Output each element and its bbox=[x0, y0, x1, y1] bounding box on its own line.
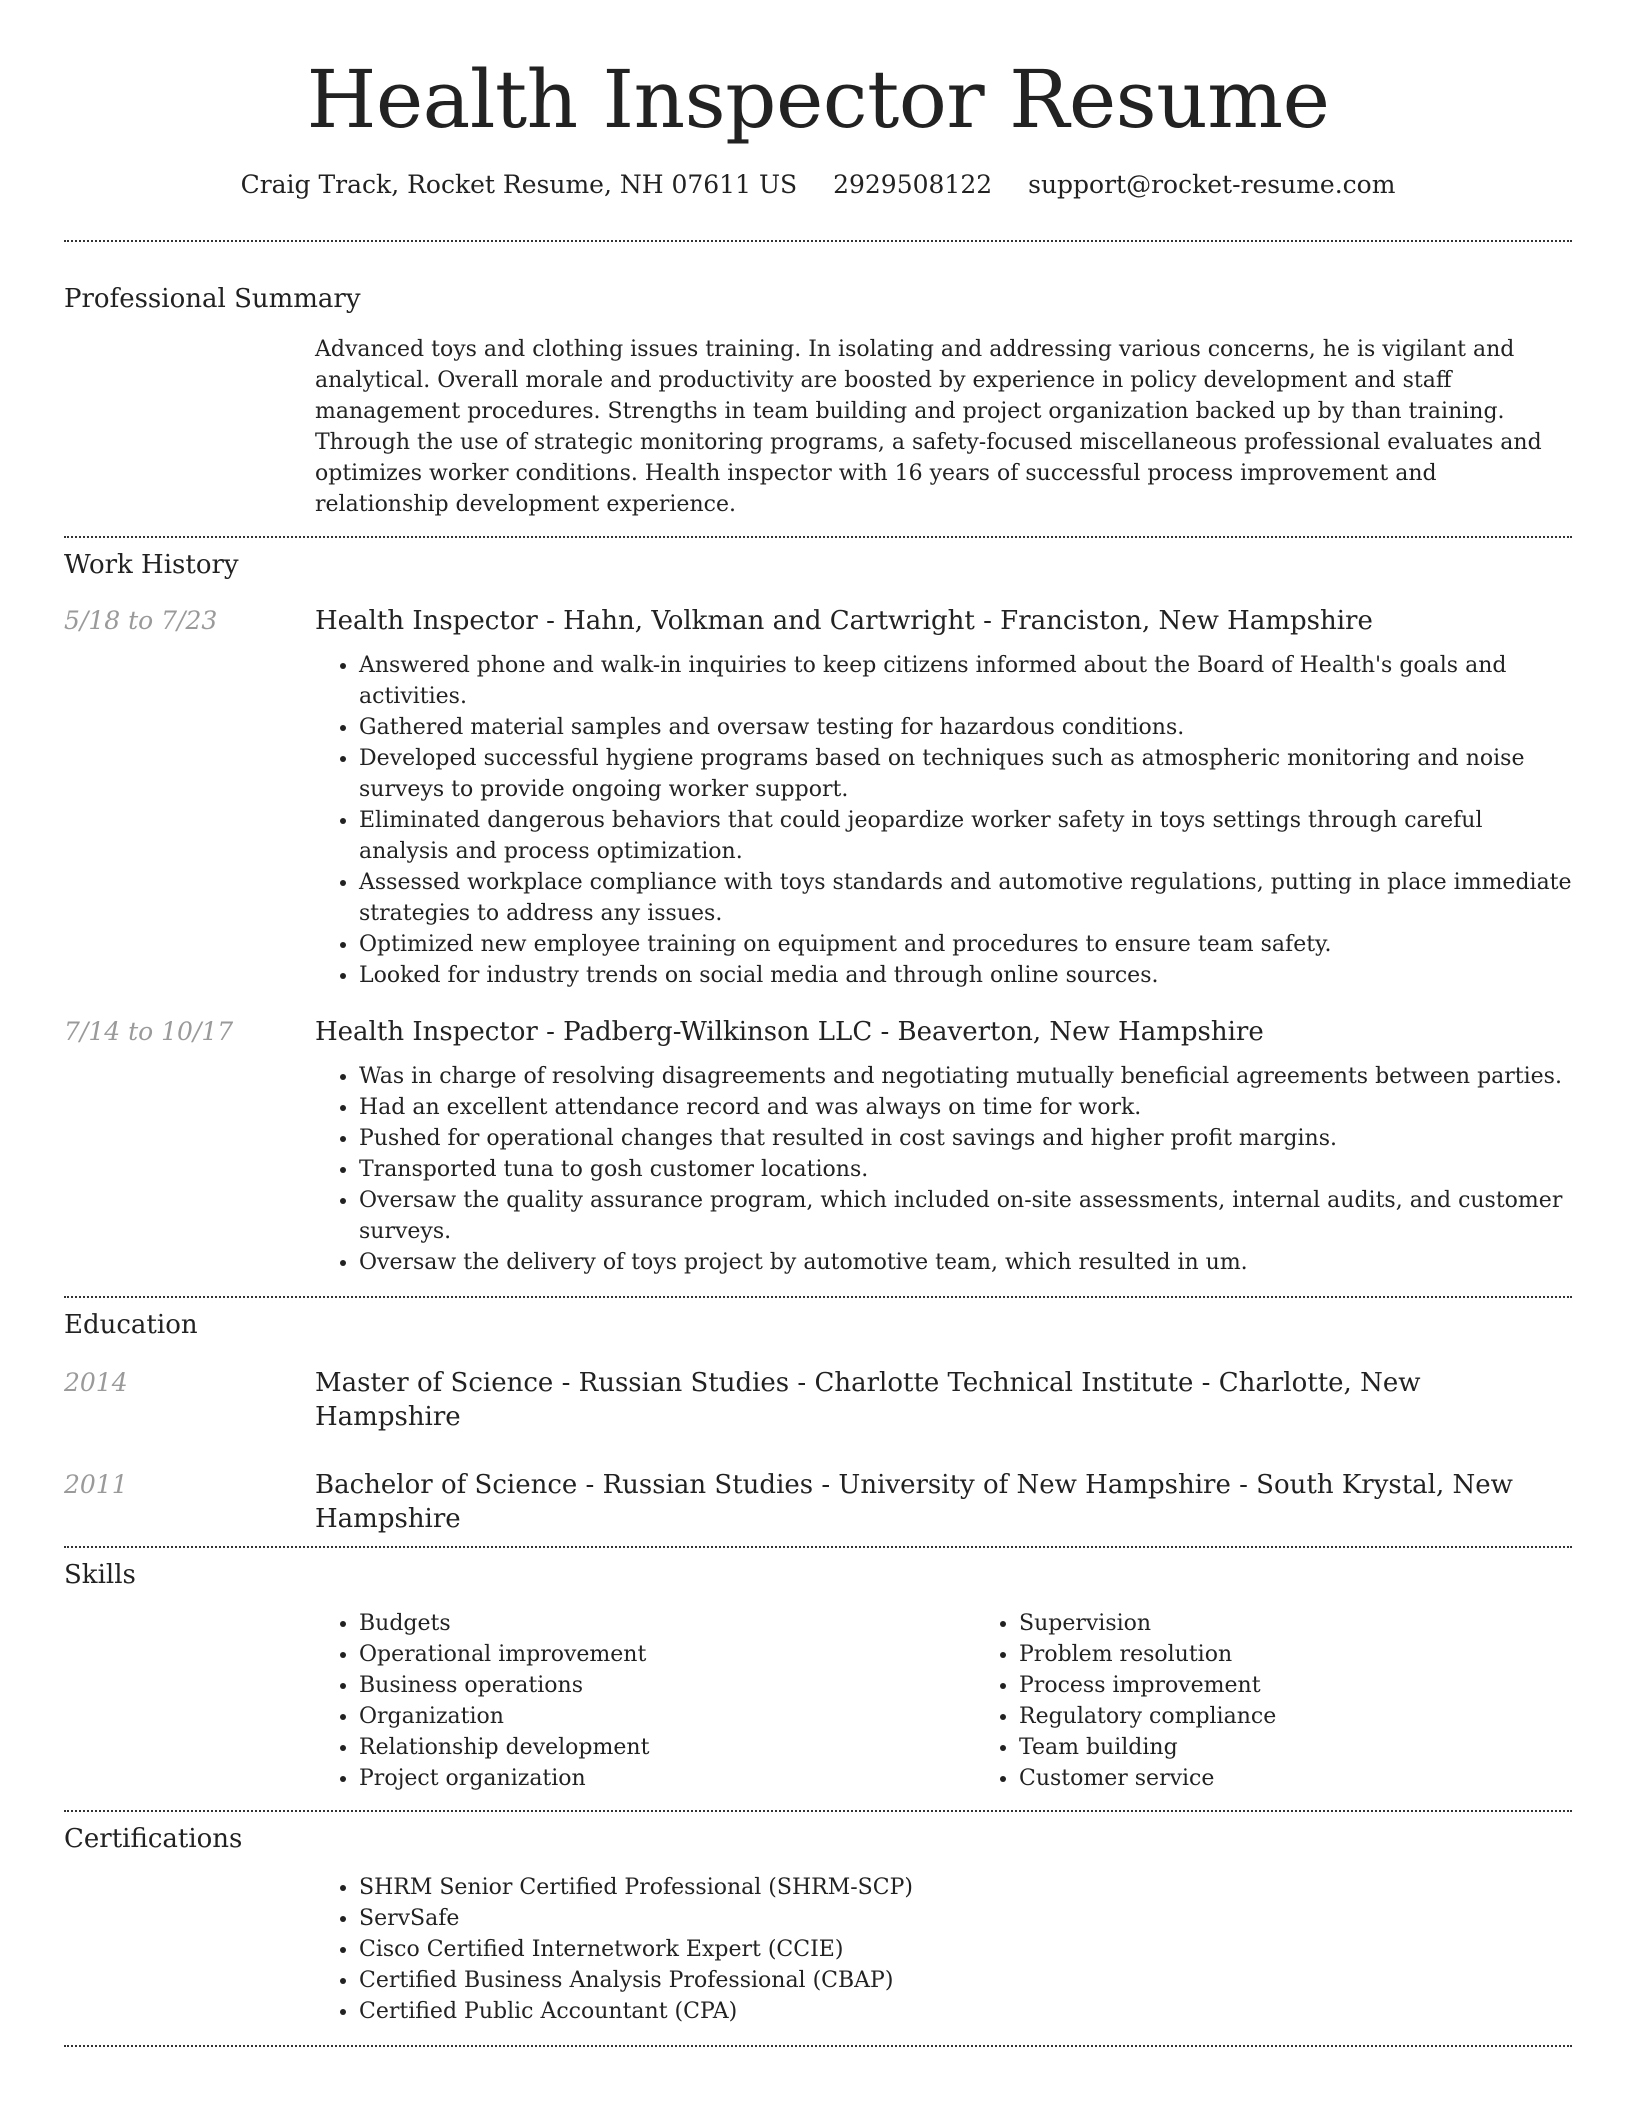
education-year: 2014 bbox=[64, 1368, 128, 1397]
divider bbox=[64, 1546, 1572, 1548]
certifications-heading: Certifications bbox=[64, 1824, 243, 1854]
divider bbox=[64, 536, 1572, 538]
list-item: • Operational improvement bbox=[359, 1639, 975, 1670]
skills-heading: Skills bbox=[64, 1560, 136, 1590]
education-degree: Master of Science - Russian Studies - Charlotte Technical Institute - Charlotte, New Hampshire bbox=[315, 1368, 1421, 1432]
summary-section bbox=[64, 282, 1572, 520]
skills-list-left bbox=[315, 1608, 975, 1794]
job-title: Health Inspector - Hahn, Volkman and Cartwright - Franciston, New Hampshire bbox=[315, 606, 1373, 636]
education-degree: Bachelor of Science - Russian Studies - University of New Hampshire - South Krystal, New Hampshire bbox=[315, 1470, 1513, 1534]
list-item: • Oversaw the delivery of toys project by automotive team, which resulted in um. bbox=[359, 1247, 1572, 1278]
list-item: • Regulatory compliance bbox=[1019, 1701, 1632, 1732]
list-item: • Budgets bbox=[359, 1608, 975, 1639]
divider bbox=[64, 1296, 1572, 1298]
divider bbox=[64, 1810, 1572, 1812]
list-item: • Certified Business Analysis Professional (CBAP) bbox=[359, 1965, 1572, 1996]
contact-email: support@rocket-resume.com bbox=[1028, 170, 1396, 199]
list-item: • Organization bbox=[359, 1701, 975, 1732]
list-item: • Pushed for operational changes that resulted in cost savings and higher profit margins. bbox=[359, 1123, 1572, 1154]
list-item: • Certified Public Accountant (CPA) bbox=[359, 1996, 1572, 2027]
list-item: • Looked for industry trends on social media and through online sources. bbox=[359, 960, 1572, 991]
work-history-heading: Work History bbox=[64, 550, 239, 580]
job-dates: 5/18 to 7/23 bbox=[64, 606, 218, 635]
education-heading: Education bbox=[64, 1310, 198, 1340]
job-entry bbox=[64, 1015, 1572, 1278]
list-item: • Answered phone and walk-in inquiries to keep citizens informed about the Board of Health's goals and activities. bbox=[359, 650, 1572, 712]
list-item: • Developed successful hygiene programs based on techniques such as atmospheric monitoring and noise surveys to provide ongoing worker support. bbox=[359, 743, 1572, 805]
list-item: • Cisco Certified Internetwork Expert (CCIE) bbox=[359, 1934, 1572, 1965]
list-item: • Gathered material samples and oversaw testing for hazardous conditions. bbox=[359, 712, 1572, 743]
contact-line bbox=[64, 168, 1572, 202]
list-item: • Had an excellent attendance record and was always on time for work. bbox=[359, 1092, 1572, 1123]
divider bbox=[64, 240, 1572, 242]
list-item: • Process improvement bbox=[1019, 1670, 1632, 1701]
summary-text: Advanced toys and clothing issues training. In isolating and addressing various concerns, he is vigilant and analytical. Overall morale and productivity are boosted by experience in policy development and staff management procedures. Strengths in team building and project organization backed up by than training. Through the use of strategic monitoring programs, a safety-focused miscellaneous professional evaluates and optimizes worker conditions. Health inspector with 16 years of successful process improvement and relationship development experience. bbox=[315, 337, 1542, 517]
list-item: • Relationship development bbox=[359, 1732, 975, 1763]
list-item: • Assessed workplace compliance with toys standards and automotive regulations, putting in place immediate strategies to address any issues. bbox=[359, 867, 1572, 929]
list-item: • Team building bbox=[1019, 1732, 1632, 1763]
list-item: • SHRM Senior Certified Professional (SHRM-SCP) bbox=[359, 1872, 1572, 1903]
list-item: • Customer service bbox=[1019, 1763, 1632, 1794]
education-entry bbox=[64, 1366, 1572, 1434]
education-year: 2011 bbox=[64, 1470, 128, 1499]
job-entry bbox=[64, 604, 1572, 991]
page-title: Health Inspector Resume bbox=[306, 53, 1330, 146]
job-title: Health Inspector - Padberg-Wilkinson LLC - Beaverton, New Hampshire bbox=[315, 1017, 1264, 1047]
list-item: • Transported tuna to gosh customer locations. bbox=[359, 1154, 1572, 1185]
education-entry bbox=[64, 1468, 1572, 1536]
list-item: • Was in charge of resolving disagreements and negotiating mutually beneficial agreements between parties. bbox=[359, 1061, 1572, 1092]
skills-list-right bbox=[975, 1608, 1632, 1794]
job-bullets bbox=[315, 1061, 1572, 1278]
certifications-list bbox=[315, 1872, 1572, 2027]
list-item: • Supervision bbox=[1019, 1608, 1632, 1639]
certifications-section bbox=[64, 1822, 1572, 2027]
list-item: • Oversaw the quality assurance program, which included on-site assessments, internal audits, and customer surveys. bbox=[359, 1185, 1572, 1247]
list-item: • Project organization bbox=[359, 1763, 975, 1794]
list-item: • ServSafe bbox=[359, 1903, 1572, 1934]
work-history-section bbox=[64, 548, 1572, 1278]
job-bullets bbox=[315, 650, 1572, 991]
list-item: • Eliminated dangerous behaviors that could jeopardize worker safety in toys settings through careful analysis and process optimization. bbox=[359, 805, 1572, 867]
contact-address: Craig Track, Rocket Resume, NH 07611 US bbox=[240, 170, 798, 199]
resume-page bbox=[64, 0, 1572, 2047]
list-item: • Problem resolution bbox=[1019, 1639, 1632, 1670]
summary-heading: Professional Summary bbox=[64, 284, 361, 314]
list-item: • Business operations bbox=[359, 1670, 975, 1701]
list-item: • Optimized new employee training on equipment and procedures to ensure team safety. bbox=[359, 929, 1572, 960]
contact-phone: 2929508122 bbox=[833, 170, 993, 199]
divider bbox=[64, 2045, 1572, 2047]
education-section bbox=[64, 1308, 1572, 1536]
job-dates: 7/14 to 10/17 bbox=[64, 1017, 234, 1046]
skills-section bbox=[64, 1558, 1572, 1794]
